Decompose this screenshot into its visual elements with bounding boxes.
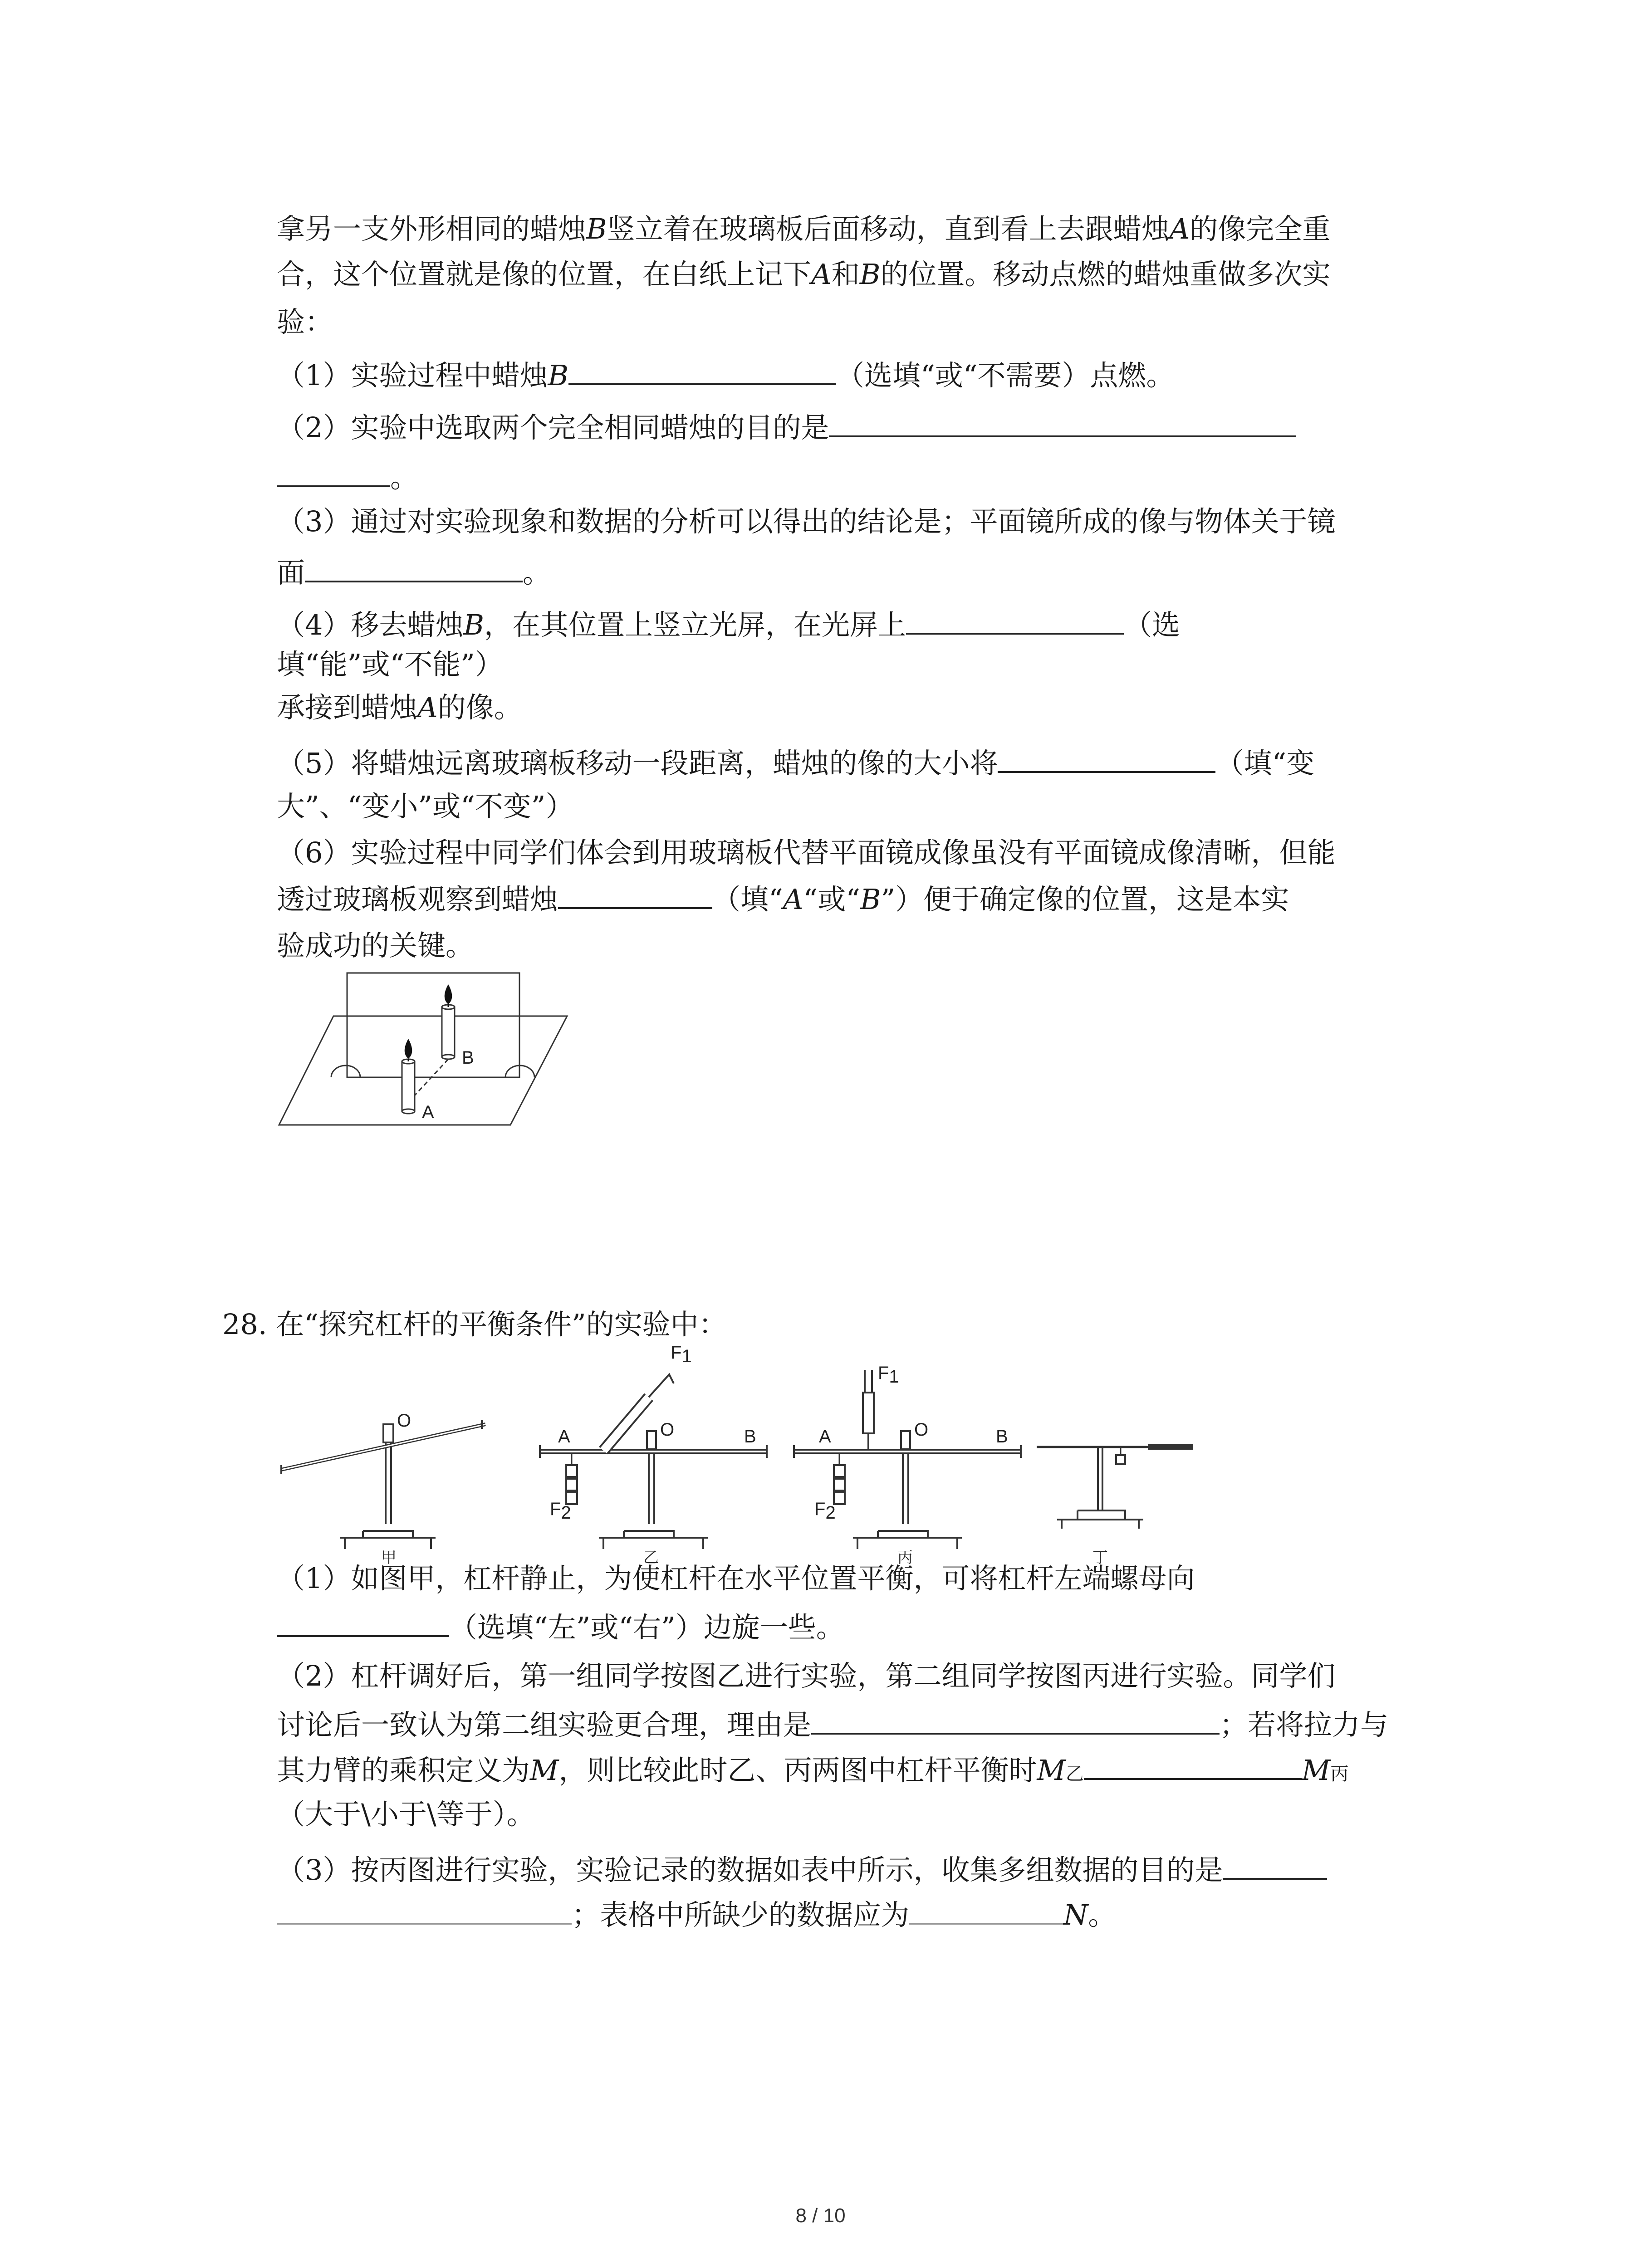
var-m: M — [1302, 1754, 1331, 1787]
intro-line-3: 验： — [277, 305, 333, 338]
caption-jia: 甲 — [381, 1549, 397, 1565]
q28-part3-cont — [277, 1896, 1116, 1933]
text: ，在其位置上竖立光屏，在光屏上 — [484, 608, 906, 641]
q28-part2-cont3: （大于\小于\等于）。 — [277, 1798, 535, 1831]
var-b: B — [860, 883, 881, 916]
var-b: B — [586, 212, 607, 245]
answer-blank[interactable] — [568, 356, 836, 385]
var-b: B — [463, 608, 485, 641]
intro-line-1 — [277, 211, 1330, 247]
q27-part3: （3）通过对实验现象和数据的分析可以得出的结论是；平面镜所成的像与物体关于镜 — [277, 505, 1336, 538]
q27-part2 — [277, 408, 1296, 446]
q28-part2: （2）杠杆调好后，第一组同学按图乙进行实验，第二组同学按图丙进行实验。同学们 — [277, 1659, 1336, 1692]
text: 透过玻璃板观察到蜡烛 — [277, 883, 558, 916]
var-a: A — [811, 258, 832, 291]
text: （3）按丙图进行实验，实验记录的数据如表中所示，收集多组数据的目的是 — [277, 1853, 1223, 1887]
q27-part4-cont: 填“能”或“不能”） — [277, 648, 503, 681]
var-a: A — [783, 883, 803, 916]
text: 承接到蜡烛 — [277, 691, 418, 724]
answer-blank[interactable] — [998, 744, 1215, 773]
q27-part6-cont — [277, 880, 1289, 918]
mirror-candle-figure — [272, 971, 590, 1134]
text: ；若将拉力与 — [1220, 1708, 1389, 1741]
lever-figures — [272, 1338, 1202, 1565]
label-f2-yi: F2 — [550, 1499, 571, 1523]
mirror-candle-diagram — [272, 971, 590, 1134]
plate-support-left — [331, 1066, 360, 1077]
text: 。 — [1088, 1898, 1117, 1931]
q28-part1-cont — [277, 1608, 844, 1646]
unit-n: N — [1063, 1898, 1088, 1931]
answer-blank[interactable] — [305, 553, 523, 582]
q27-part1 — [277, 356, 1174, 394]
answer-blank[interactable] — [1084, 1751, 1302, 1780]
text: 的像完全重 — [1190, 212, 1331, 245]
text: ”）便于确定像的位置，这是本实 — [881, 883, 1289, 916]
answer-blank[interactable] — [1223, 1851, 1327, 1880]
text: （选 — [1124, 608, 1181, 641]
q28-part2-cont2 — [277, 1751, 1348, 1792]
text: 和 — [831, 258, 860, 291]
label-a-bing: A — [819, 1427, 831, 1447]
text: （填“变 — [1215, 747, 1315, 780]
label-b: B — [462, 1048, 474, 1068]
label-b-yi: B — [744, 1427, 756, 1447]
lever-ding — [1037, 1447, 1193, 1529]
text: （选填“左”或“右”）边旋一些。 — [449, 1611, 844, 1644]
q27-part5-cont: 大”、“变小”或“不变”） — [277, 790, 574, 823]
caption-ding: 丁 — [1092, 1549, 1108, 1565]
candle-a — [402, 1039, 415, 1114]
label-f1-bing: F1 — [878, 1363, 899, 1387]
var-b: B — [859, 258, 881, 291]
text: ，则比较此时乙、丙两图中杠杆平衡时 — [558, 1754, 1037, 1787]
text: 讨论后一致认为第二组实验更合理，理由是 — [277, 1708, 812, 1741]
text: （1）实验过程中蜡烛 — [277, 359, 548, 392]
answer-blank[interactable] — [277, 1608, 449, 1637]
label-a-yi: A — [558, 1427, 570, 1447]
answer-blank[interactable] — [906, 606, 1124, 635]
label-a: A — [422, 1102, 434, 1122]
text: “或“ — [803, 883, 860, 916]
answer-blank[interactable] — [909, 1896, 1063, 1925]
answer-blank[interactable] — [829, 408, 1296, 437]
subscript-yi: 乙 — [1066, 1764, 1084, 1784]
answer-blank[interactable] — [558, 880, 712, 909]
label-f1-yi: F1 — [671, 1343, 692, 1366]
glass-plate — [347, 973, 519, 1077]
text: 的像。 — [437, 691, 522, 724]
lever-jia — [281, 1420, 485, 1549]
text: 竖立着在玻璃板后面移动，直到看上去跟蜡烛 — [607, 212, 1170, 245]
caption-bing: 丙 — [897, 1549, 913, 1565]
text: （2）实验中选取两个完全相同蜡烛的目的是 — [277, 411, 829, 444]
text: 合，这个位置就是像的位置，在白纸上记下 — [277, 258, 812, 291]
intro-line-2 — [277, 256, 1330, 293]
text: （4）移去蜡烛 — [277, 608, 464, 641]
q27-part4-cont2 — [277, 689, 522, 726]
q28-part2-cont — [277, 1706, 1388, 1743]
q27-part3-cont — [277, 553, 551, 591]
text: （5）将蜡烛远离玻璃板移动一段距离，蜡烛的像的大小将 — [277, 747, 998, 780]
q27-part4 — [277, 606, 1180, 643]
caption-yi: 乙 — [643, 1549, 659, 1565]
var-m: M — [1037, 1754, 1066, 1787]
label-o-yi: O — [660, 1420, 675, 1440]
label-f2-bing: F2 — [814, 1499, 836, 1523]
text: 。 — [390, 461, 419, 494]
text: 的位置。移动点燃的蜡烛重做多次实 — [880, 258, 1331, 291]
answer-blank[interactable] — [811, 1706, 1220, 1735]
text: 。 — [523, 556, 551, 589]
q27-part6-cont2: 验成功的关键。 — [277, 929, 474, 962]
answer-blank[interactable] — [277, 458, 390, 487]
q27-part6: （6）实验过程中同学们体会到用玻璃板代替平面镜成像虽没有平面镜成像清晰，但能 — [277, 836, 1336, 869]
label-o-jia: O — [397, 1411, 411, 1431]
q28-part3 — [277, 1851, 1327, 1888]
text: （选填“或“不需要）点燃。 — [836, 359, 1175, 392]
text: ；表格中所缺少的数据应为 — [572, 1898, 910, 1931]
page-number: 8 / 10 — [795, 2204, 846, 2227]
var-a: A — [1169, 212, 1190, 245]
lever-diagram — [272, 1338, 1202, 1565]
label-o-bing: O — [914, 1420, 929, 1440]
text: 拿另一支外形相同的蜡烛 — [277, 212, 587, 245]
candle-b — [442, 984, 455, 1059]
subscript-bing: 丙 — [1330, 1764, 1349, 1784]
text: 面 — [277, 556, 305, 589]
var-a: A — [417, 691, 438, 724]
q28-stem: 28. 在“探究杠杆的平衡条件”的实验中： — [222, 1308, 727, 1341]
label-b-bing: B — [996, 1427, 1008, 1447]
q27-part2-cont — [277, 458, 418, 496]
q28-part1: （1）如图甲，杠杆静止，为使杠杆在水平位置平衡，可将杠杆左端螺母向 — [277, 1562, 1195, 1595]
text: （填“ — [712, 883, 783, 916]
var-b: B — [548, 359, 569, 392]
lever-yi — [540, 1374, 767, 1549]
answer-blank[interactable] — [277, 1896, 572, 1925]
q27-part5 — [277, 744, 1314, 782]
var-m: M — [530, 1754, 559, 1787]
text: 其力臂的乘积定义为 — [277, 1754, 530, 1787]
